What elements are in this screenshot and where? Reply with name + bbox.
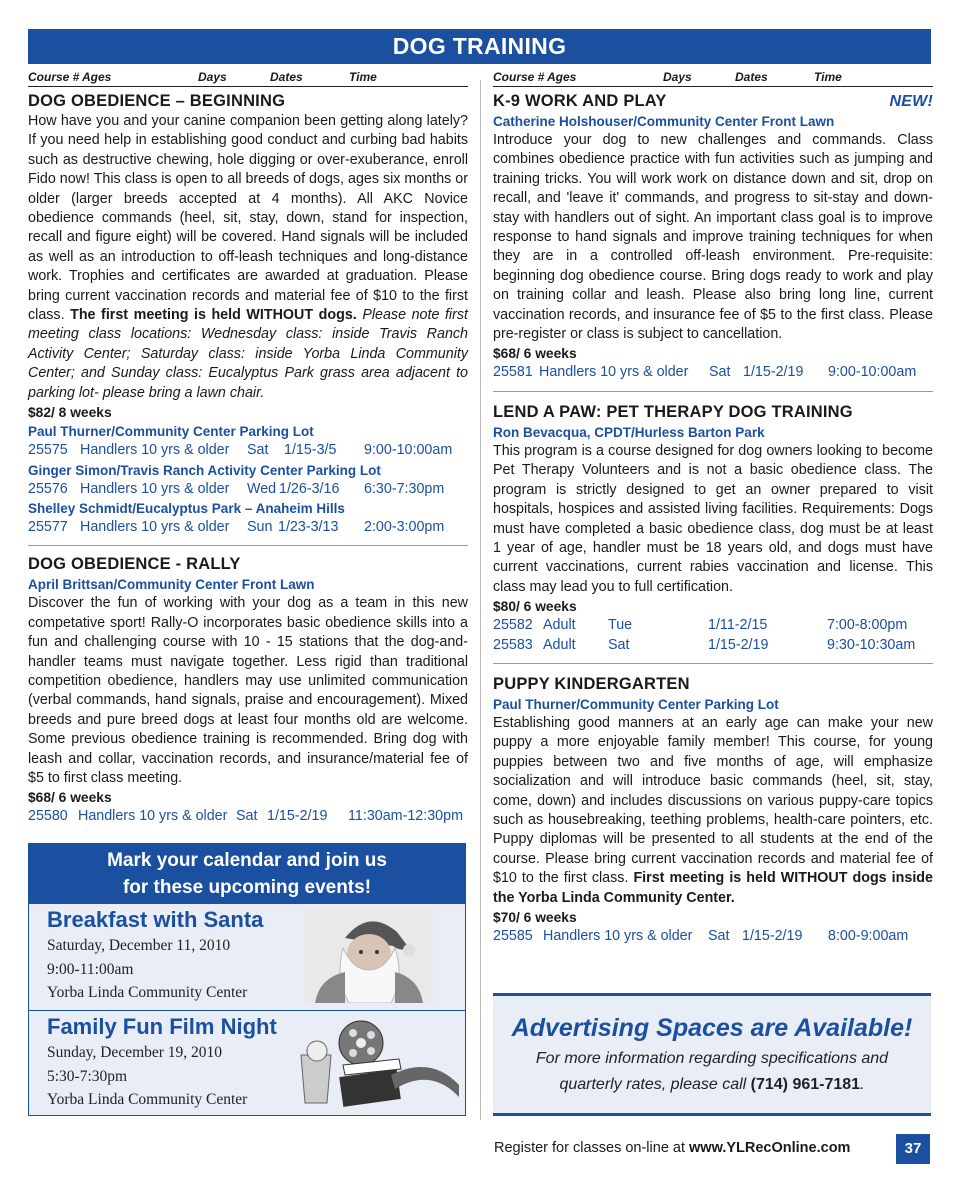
course-description: How have you and your canine companion been getting along lately? If you need help in establishing good conduct and curbing bad habits such as destructive chewing, hole digging or over-exuberance, enroll Fido now! This class is open to all breeds of dogs, ages six months or older (larger breeds accepted at 4 months). All AKC Novice obedience commands (heel, sit, stay, down, stand for inspection, recall and figure eight) will be covered. Hand signals will be included as well as an introduction to off-leash techniques and long-distance work. Trophies and certificates are awarded at graduation. Please bring current vaccination records and material fee of $10 to the first class. The first meeting is held WITHOUT dogs. Please note first meeting class locations: Wednesday class: inside Travis Ranch Activity Center; Saturday class: inside Yorba Linda Community Center; and Sunday class: Eucalyptus Park grass area adjacent to parking lot- please bring a lawn chair.	[28, 113, 468, 401]
course-price: $82/ 8 weeks	[28, 405, 112, 421]
course-title: K-9 WORK AND PLAY NEW!	[493, 92, 933, 110]
event-time: 9:00-11:00am	[47, 960, 134, 978]
instructor-location: Catherine Holshouser/Community Center Front Lawn	[493, 114, 835, 129]
course-row: 25585 Handlers 10 yrs & older Sat 1/15-2/19 8:00-9:00am	[493, 928, 909, 944]
event-film-night	[29, 1010, 465, 1116]
advertising-box	[493, 993, 931, 1116]
hdr-dates: Dates	[270, 70, 303, 84]
santa-image	[305, 908, 433, 1003]
course-title: DOG OBEDIENCE – BEGINNING	[28, 92, 286, 110]
event-place: Yorba Linda Community Center	[47, 984, 248, 1001]
course-price: $70/ 6 weeks	[493, 910, 577, 925]
course-description: Introduce your dog to new challenges and commands. Class combines obedience practice with fun activities such as jumping and training tricks. You will work work on distance down and sit, drop on recall, and 'leave it' commands, and progress to sit-stay and down-stay with handlers out of sight. An important class goal is to improve response to hand signals and improve training techniques for when they are in a controlled off-leash environment. Pre-requisite: beginning dog obedience course. Bring dogs ready to work and play on training collar and leash. Please also bring long line, current vaccination records, and insurance fee of $5 to the first class. Please pre-register or class is subject to cancellation.	[493, 132, 933, 343]
course-row: 25581 Handlers 10 yrs & older Sat 1/15-2/19 9:00-10:00am	[493, 364, 917, 381]
event-time: 5:30-7:30pm	[47, 1067, 128, 1085]
hdr-course: Course #	[493, 70, 545, 84]
left-column	[28, 68, 468, 827]
course-row: 25577 Handlers 10 yrs & older Sun 1/23-3/13 2:00-3:00pm	[28, 518, 445, 535]
instructor-location: Ron Bevacqua, CPDT/Hurless Barton Park	[493, 424, 765, 440]
session-list	[28, 422, 468, 545]
hdr-ages: Ages	[547, 70, 577, 84]
course-title: LEND A PAW: PET THERAPY DOG TRAINING	[493, 402, 853, 421]
instructor-location: Paul Thurner/Community Center Parking Lot	[28, 424, 314, 440]
hdr-dates: Dates	[735, 70, 768, 84]
course-title: PUPPY KINDERGARTEN	[493, 674, 690, 693]
course-title: DOG OBEDIENCE - RALLY	[28, 555, 241, 574]
event-breakfast-santa	[29, 904, 465, 1010]
course-lend-a-paw	[493, 391, 933, 663]
course-description: Establishing good manners at an early age can make your new puppy a more enjoyable family member! This course, for young puppies between two and five months of age, will emphasize socialization and will introduce basic commands (heel, sit, stay, come, down) and includes discussions on various puppy-care topics such as housebreaking, teething problems, health-care pointers, etc. Puppy diplomas will be presented to all students at the end of the course. Please bring current vaccination records and material fee of $10 to the first class. First meeting is held WITHOUT dogs inside the Yorba Linda Community Center.	[493, 714, 933, 906]
upcoming-events-box	[28, 843, 466, 1116]
course-k9-work-play	[493, 87, 933, 391]
hdr-days: Days	[198, 70, 227, 84]
film-reel-image	[291, 1015, 461, 1110]
course-row: 25575 Handlers 10 yrs & older Sat 1/15-3/5 9:00-10:00am	[28, 442, 453, 459]
page-number: 37	[896, 1134, 930, 1164]
event-date: Saturday, December 11, 2010	[47, 937, 231, 954]
column-header	[493, 68, 933, 87]
event-date: Sunday, December 19, 2010	[47, 1044, 223, 1061]
instructor-location: Paul Thurner/Community Center Parking Lot	[493, 696, 779, 712]
instructor-location: Ginger Simon/Travis Ranch Activity Center Parking Lot	[28, 462, 381, 478]
footer-register: Register for classes on-line at www.YLRecOnline.com	[494, 1140, 851, 1156]
ad-phone: (714) 961-7181	[750, 1076, 861, 1093]
course-obedience-rally	[28, 545, 468, 826]
hdr-course: Course #	[28, 70, 80, 84]
course-description: Discover the fun of working with your dog as a team in this new competative sport! Rally-O incorporates basic obedience skills into a fun and challenging course with 10 - 15 stations that the dog-and-handler teams must navigate together. Less rigid than traditional competition obedience, handlers may use unlimited communication (verbal commands, hand signals, praise and encouragement). Mixed breeds and pure breed dogs at least four months old are welcome. Some previous obedience training is recommended. Bring dog with leash and collar, vaccination records, and insurance/material fee of $5 to first class meeting.	[28, 595, 468, 786]
instructor-location: April Brittsan/Community Center Front Lawn	[28, 577, 315, 593]
course-description: This program is a course designed for dog owners looking to become Pet Therapy Volunteers and is not a basic obedience class. The program is strictly designed to get an owner prepared to visit hospitals, hospices and assisted living facilities. Requirements: Dogs must have completed a basic obedience class, dog must be at least 1 year of age, handler must be 18 years old, and dogs must have current vaccinations, current rabies vaccination and license. This class may lead you to full certification.	[493, 442, 933, 595]
ad-line1: For more information regarding specifications and	[535, 1050, 889, 1067]
footer-url[interactable]: www.YLRecOnline.com	[689, 1140, 851, 1156]
hdr-ages: Ages	[82, 70, 112, 84]
hdr-time: Time	[814, 70, 842, 84]
ad-title: Advertising Spaces are Available!	[511, 1014, 913, 1042]
instructor-location: Shelley Schmidt/Eucalyptus Park – Anaheim Hills	[28, 500, 345, 516]
course-puppy-kindergarten	[493, 663, 933, 946]
course-price: $68/ 6 weeks	[493, 346, 577, 362]
column-header	[28, 68, 468, 87]
course-price: $68/ 6 weeks	[28, 790, 112, 806]
course-row: 25576 Handlers 10 yrs & older Wed 1/26-3/16 6:30-7:30pm	[28, 480, 445, 497]
ad-line2: quarterly rates, please call (714) 961-7181.	[559, 1076, 865, 1093]
event-place: Yorba Linda Community Center	[47, 1091, 248, 1108]
events-heading	[29, 844, 465, 904]
event-title: Family Fun Film Night	[47, 1014, 277, 1039]
course-row: 25583 Adult Sat 1/15-2/19 9:30-10:30am	[493, 636, 916, 653]
events-heading-line2: for these upcoming events!	[122, 877, 372, 898]
section-banner: DOG TRAINING	[28, 29, 931, 64]
hdr-days: Days	[663, 70, 692, 84]
new-badge: NEW!	[889, 93, 933, 110]
column-divider	[480, 80, 481, 1120]
course-row: 25582 Adult Tue 1/11-2/15 7:00-8:00pm	[493, 617, 908, 634]
course-price: $80/ 6 weeks	[493, 599, 577, 615]
course-obedience-beginning	[28, 87, 468, 545]
event-title: Breakfast with Santa	[47, 907, 264, 932]
hdr-time: Time	[349, 70, 377, 84]
events-heading-line1: Mark your calendar and join us	[107, 850, 387, 871]
right-column	[493, 68, 933, 946]
course-row: 25580 Handlers 10 yrs & older Sat 1/15-2/19 11:30am-12:30pm	[28, 808, 463, 825]
